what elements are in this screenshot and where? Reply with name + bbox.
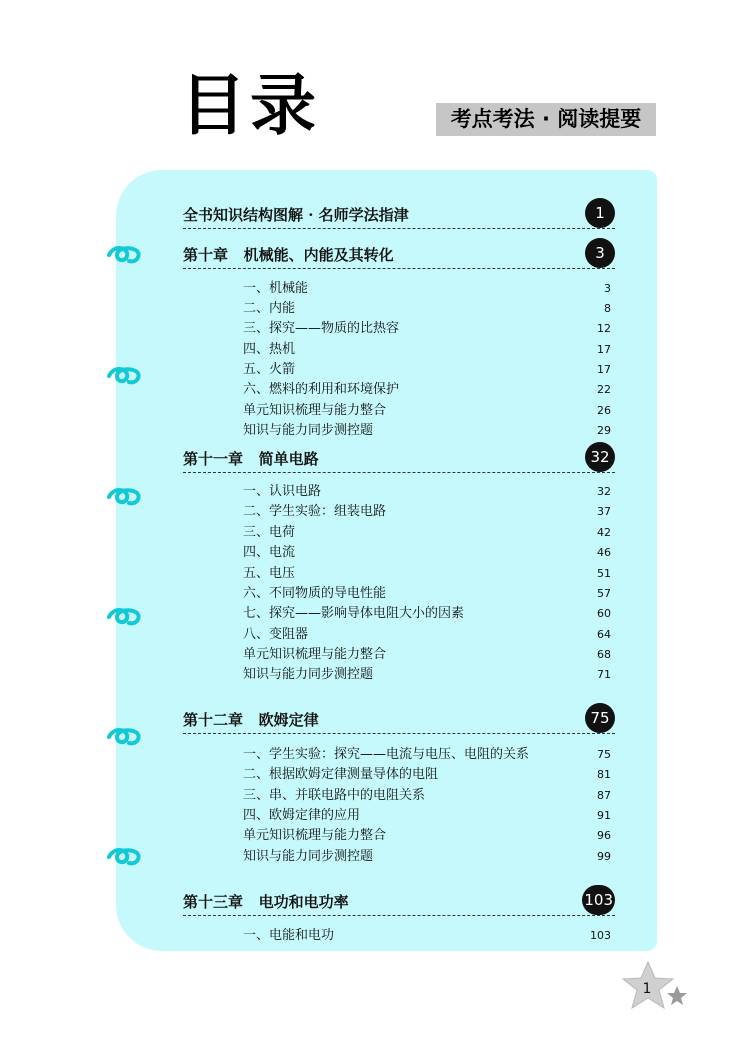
section-label: 知识与能力同步测控题	[243, 849, 374, 864]
toc-section[interactable]	[183, 340, 615, 360]
binder-ring-icon	[107, 605, 143, 629]
page-title: 目录	[180, 67, 320, 144]
section-label: 四、欧姆定律的应用	[243, 808, 361, 823]
toc-section[interactable]	[183, 745, 615, 765]
section-label: 五、火箭	[243, 362, 296, 377]
toc-chapter-12[interactable]	[183, 705, 615, 734]
binder-ring-icon	[107, 485, 143, 509]
section-label: 一、认识电路	[243, 484, 322, 499]
binder-ring-icon	[107, 243, 143, 267]
section-label: 单元知识梳理与能力整合	[243, 403, 387, 418]
section-page: 81	[597, 768, 611, 781]
toc-section[interactable]	[183, 926, 615, 946]
section-page: 8	[604, 302, 611, 315]
section-label: 单元知识梳理与能力整合	[243, 647, 387, 662]
section-page: 46	[597, 546, 611, 559]
section-label: 知识与能力同步测控题	[243, 423, 374, 438]
toc-section[interactable]	[183, 380, 615, 400]
section-page: 12	[597, 322, 611, 335]
toc-section[interactable]	[183, 319, 615, 339]
star-icon	[620, 960, 690, 1020]
section-label: 八、变阻器	[243, 627, 309, 642]
section-page: 91	[597, 809, 611, 822]
section-page: 99	[597, 850, 611, 863]
section-label: 一、机械能	[243, 281, 309, 296]
section-page: 3	[604, 282, 611, 295]
toc-section[interactable]	[183, 279, 615, 299]
section-page: 17	[597, 343, 611, 356]
section-label: 二、内能	[243, 301, 296, 316]
section-page: 103	[590, 929, 611, 942]
section-page: 96	[597, 829, 611, 842]
page-badge: 1	[585, 198, 615, 228]
section-page: 75	[597, 748, 611, 761]
section-label: 单元知识梳理与能力整合	[243, 828, 387, 843]
toc-chapter-11[interactable]	[183, 444, 615, 473]
section-page: 37	[597, 505, 611, 518]
toc-section[interactable]	[183, 401, 615, 421]
section-label: 三、探究——物质的比热容	[243, 321, 400, 336]
section-label: 二、根据欧姆定律测量导体的电阻	[243, 767, 439, 782]
toc-section[interactable]	[183, 625, 615, 645]
section-label: 三、串、并联电路中的电阻关系	[243, 788, 426, 803]
section-page: 87	[597, 789, 611, 802]
section-label: 六、不同物质的导电性能	[243, 586, 387, 601]
toc-chapter-13[interactable]	[183, 887, 615, 916]
section-label: 知识与能力同步测控题	[243, 667, 374, 682]
section-label: 三、电荷	[243, 525, 296, 540]
section-label: 七、探究——影响导体电阻大小的因素	[243, 606, 465, 621]
toc-section[interactable]	[183, 645, 615, 665]
toc-section[interactable]	[183, 665, 615, 685]
toc-section[interactable]	[183, 523, 615, 543]
section-page: 64	[597, 628, 611, 641]
toc-section[interactable]	[183, 482, 615, 502]
page-subtitle: 考点考法 · 阅读提要	[436, 103, 656, 136]
toc-section[interactable]	[183, 299, 615, 319]
toc-section[interactable]	[183, 502, 615, 522]
toc-section[interactable]	[183, 543, 615, 563]
toc-section[interactable]	[183, 421, 615, 441]
chapter-label: 第十章 机械能、内能及其转化	[183, 246, 394, 264]
page-badge: 3	[585, 238, 615, 268]
section-page: 32	[597, 485, 611, 498]
chapter-label: 第十二章 欧姆定律	[183, 711, 319, 729]
toc-section[interactable]	[183, 604, 615, 624]
toc-section[interactable]	[183, 847, 615, 867]
section-label: 二、学生实验：组装电路	[243, 504, 387, 519]
binder-ring-icon	[107, 364, 143, 388]
toc-section[interactable]	[183, 360, 615, 380]
section-page: 29	[597, 424, 611, 437]
page-badge: 32	[585, 442, 615, 472]
section-label: 一、电能和电功	[243, 928, 335, 943]
toc-chapter-10[interactable]	[183, 240, 615, 269]
toc-entry-label: 全书知识结构图解 · 名师学法指津	[183, 206, 409, 224]
toc-section[interactable]	[183, 584, 615, 604]
toc-section[interactable]	[183, 564, 615, 584]
section-page: 71	[597, 668, 611, 681]
section-label: 四、电流	[243, 545, 296, 560]
section-label: 一、学生实验：探究——电流与电压、电阻的关系	[243, 747, 530, 762]
chapter-label: 第十一章 简单电路	[183, 450, 319, 468]
chapter-label: 第十三章 电功和电功率	[183, 893, 349, 911]
section-page: 57	[597, 587, 611, 600]
binder-ring-icon	[107, 725, 143, 749]
toc-section[interactable]	[183, 826, 615, 846]
page-badge: 103	[582, 885, 615, 915]
section-page: 17	[597, 363, 611, 376]
toc-section[interactable]	[183, 806, 615, 826]
section-label: 六、燃料的利用和环境保护	[243, 382, 400, 397]
section-label: 四、热机	[243, 342, 296, 357]
section-page: 26	[597, 404, 611, 417]
page-number: 1	[642, 981, 652, 997]
section-page: 51	[597, 567, 611, 580]
section-page: 22	[597, 383, 611, 396]
page-badge: 75	[585, 703, 615, 733]
toc-section[interactable]	[183, 765, 615, 785]
toc-intro-entry[interactable]	[183, 200, 615, 229]
section-page: 60	[597, 607, 611, 620]
binder-ring-icon	[107, 845, 143, 869]
section-label: 五、电压	[243, 566, 296, 581]
section-page: 68	[597, 648, 611, 661]
toc-section[interactable]	[183, 786, 615, 806]
section-page: 42	[597, 526, 611, 539]
